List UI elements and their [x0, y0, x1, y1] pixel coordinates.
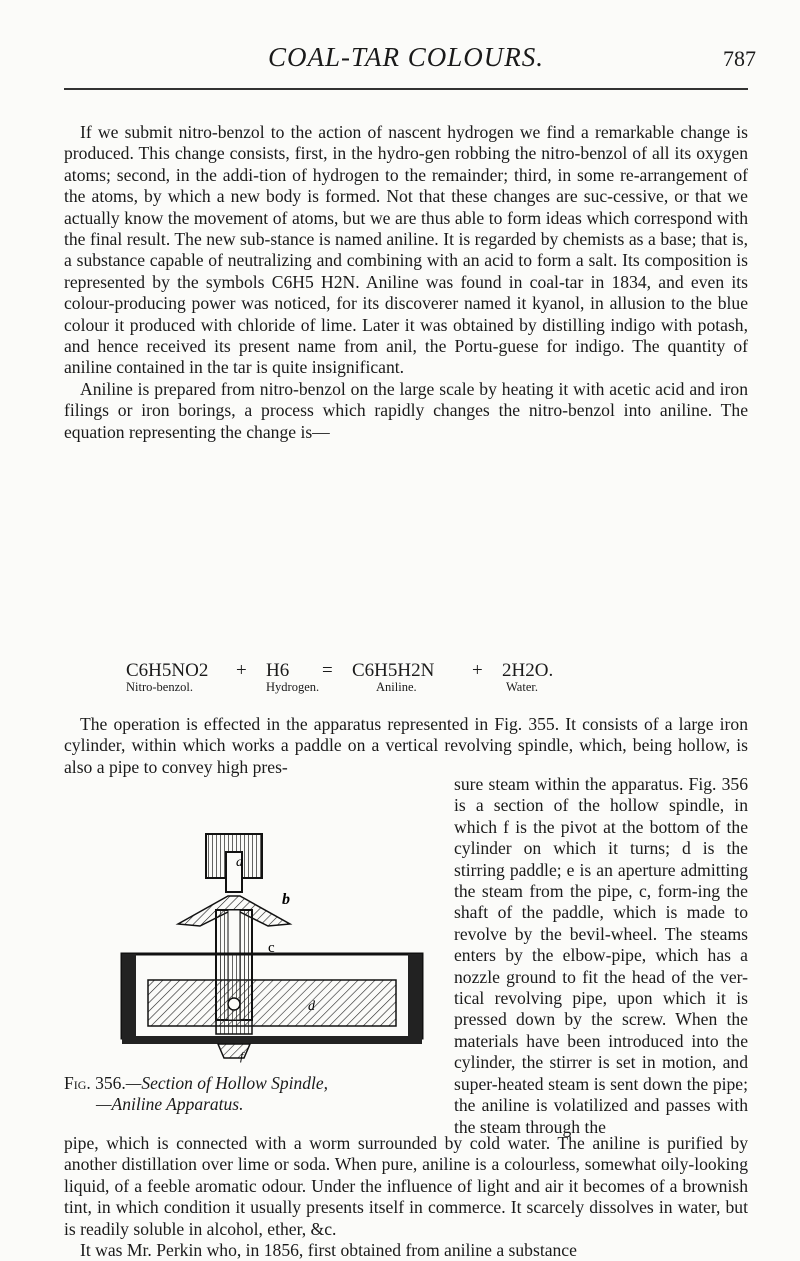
running-title: COAL-TAR COLOURS. [267, 42, 545, 72]
figure-caption [64, 1073, 444, 1115]
page-header [56, 42, 756, 82]
eq-term-aniline: C6H5H2N [352, 660, 435, 681]
header-rule [64, 88, 748, 90]
figure-356 [108, 814, 438, 1064]
eq-term-nitrobenzol: C6H5NO2 [126, 660, 209, 681]
body-text-bottom [64, 1133, 748, 1261]
eq-label-water: Water. [506, 680, 538, 694]
eq-equals: = [322, 660, 333, 681]
eq-label-nitrobenzol: Nitro-benzol. [126, 680, 193, 694]
eq-label-aniline: Aniline. [376, 680, 417, 694]
equation-labels [126, 680, 726, 695]
body-text-middle [64, 714, 748, 778]
hollow-spindle-illustration [108, 814, 438, 1064]
side-column-text [454, 774, 748, 1138]
label-d: d [308, 999, 315, 1014]
chemical-equation [126, 660, 726, 704]
paddle-hub-shape [216, 954, 252, 1034]
label-a: a [236, 855, 243, 870]
caption-line-1: —Section of Hollow Spindle, [125, 1073, 328, 1093]
cylinder-wall-right [408, 954, 422, 1038]
paragraph-1: If we submit nitro-benzol to the action of nascent hydrogen we find a remarkable change is produced. This change consists, first, in the hydro-gen robbing the nitro-benzol of all its oxygen atoms; second, in the addi-tion of hydrogen to the remainder; third, in some re-arrangement of the atoms, by which a new body is formed. Not that these changes are suc-cessive, or that we actually know the movement of atoms, but we are thus able to form ideas which correspond with the final result. The new sub-stance is named aniline. It is regarded by chemists as a base; that is, a substance capable of neutralizing and combining with an acid to form a salt. Its composition is represented by the symbols C6H5 H2N. Aniline was found in coal-tar in 1834, and even its colour-producing power was noticed, for its discoverer named it kyanol, in allusion to the blue colour it produced with chloride of lime. Later it was obtained by distilling indigo with potash, and hence received its present name from anil, the Portu-guese for indigo. The quantity of aniline contained in the tar is quite insignificant. [64, 122, 748, 378]
eq-label-hydrogen: Hydrogen. [266, 680, 320, 694]
label-c: c [268, 940, 275, 956]
eq-plus-1: + [236, 660, 247, 681]
paragraph-3-start: The operation is effected in the apparatus represented in Fig. 355. It consists of a large iron cylinder, within which works a paddle on a vertical revolving spindle, which, being hollow, is also a pipe to convey high pres- [64, 714, 748, 777]
page-number: 787 [723, 46, 756, 71]
book-page [56, 0, 756, 1261]
label-b: b [282, 891, 290, 908]
paragraph-3-end: pipe, which is connected with a worm surrounded by cold water. The aniline is purified by another distillation over lime or soda. When pure, aniline is a colourless, somewhat oily-looking liquid, of a feeble aromatic odour. Under the influence of light and air it becomes of a brownish tint, in which condition it usually presents itself in commerce. It scarcely dissolves in water, but is readily soluble in alcohol, ether, &c. [64, 1133, 748, 1239]
paragraph-2: Aniline is prepared from nitro-benzol on the large scale by heating it with acetic acid and iron filings or iron borings, a process which rapidly changes the nitro-benzol into aniline. The equation representing the change is— [64, 378, 748, 442]
aperture-shape [228, 998, 240, 1010]
label-f: f [240, 1049, 244, 1063]
stirring-paddle-shape [148, 980, 396, 1026]
equation-terms [126, 660, 726, 682]
cylinder-wall-left [122, 954, 136, 1038]
pivot-shape [218, 1044, 250, 1058]
paragraph-4: It was Mr. Perkin who, in 1856, first obtained from aniline a substance [80, 1240, 577, 1261]
paragraph-3-column: sure steam within the apparatus. Fig. 356 is a section of the hollow spindle, in which f is the pivot at the bottom of the cylinder on which it turns; d is the stirring paddle; e is an aperture admitting the steam from the pipe, c, form-ing the shaft of the paddle, which is made to revolve by the bevil-wheel. The steams enters by the elbow-pipe, which has a nozzle ground to fit the head of the ver-tical revolving pipe, upon which it is pressed down by the screw. When the materials have been introduced into the cylinder, the stirrer is set in motion, and super-heated steam is sent down the pipe; the aniline is volatilized and passes with the steam through the [454, 774, 748, 1137]
caption-label: Fig. 356. [64, 1073, 126, 1093]
caption-line-2: —Aniline Apparatus. [96, 1094, 244, 1114]
eq-term-hydrogen: H6 [266, 660, 290, 681]
body-text-top [64, 122, 748, 443]
eq-term-water: 2H2O. [502, 660, 554, 681]
eq-plus-2: + [472, 660, 483, 681]
cylinder-base [122, 1036, 422, 1044]
